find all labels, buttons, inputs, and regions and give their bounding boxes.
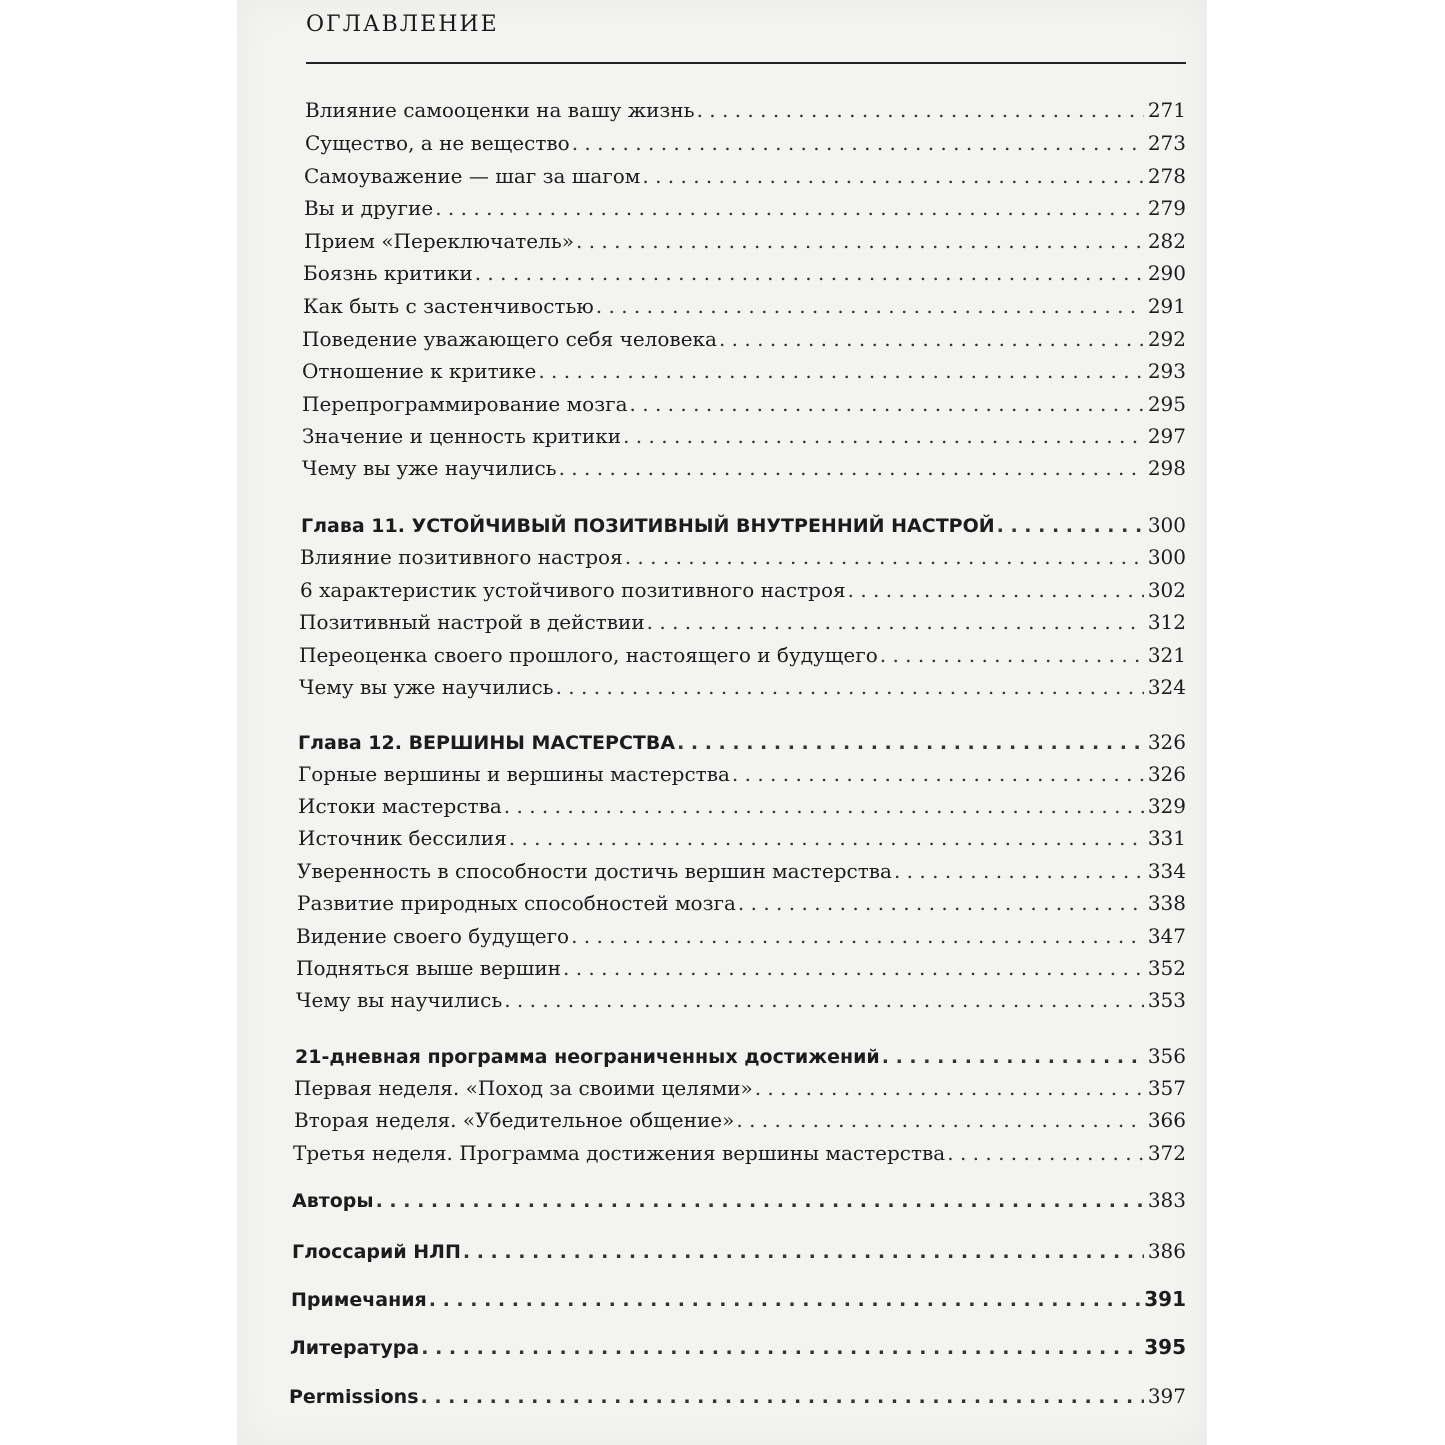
dot-leader (509, 826, 1144, 850)
toc-entry-page: 300 (1147, 545, 1186, 569)
toc-entry-page: 292 (1147, 327, 1186, 351)
dot-leader (894, 859, 1144, 883)
toc-entry (302, 359, 1186, 383)
toc-entry-title: Истоки мастерства (298, 794, 502, 818)
dot-leader (563, 956, 1144, 980)
dot-leader (571, 924, 1144, 948)
toc-entry-title: Третья неделя. Программа достижения вершины мастерства (293, 1141, 946, 1165)
dot-leader (997, 515, 1144, 537)
toc-entry (304, 229, 1186, 253)
dot-leader (625, 545, 1144, 569)
toc-chapter-title: 21-дневная программа неограниченных достижений (295, 1046, 880, 1068)
toc-chapter-title: Литература (290, 1337, 420, 1359)
toc-entry-title: Существо, а не вещество (305, 131, 570, 155)
dot-leader (538, 359, 1143, 383)
toc-entry (293, 1141, 1186, 1165)
toc-entry (294, 1108, 1186, 1132)
dot-leader (738, 891, 1144, 915)
toc-entry-title: Первая неделя. «Поход за своими целями» (294, 1076, 753, 1100)
toc-entry (305, 131, 1186, 155)
toc-entry-title: Развитие природных способностей мозга (297, 891, 736, 915)
toc-chapter-page: 300 (1147, 513, 1186, 537)
toc-entry-title: Уверенность в способности достичь вершин мастерства (297, 859, 892, 883)
dot-leader (576, 229, 1144, 253)
dot-leader (755, 1076, 1144, 1100)
toc-entry-page: 321 (1147, 643, 1186, 667)
dot-leader (556, 675, 1144, 699)
dot-leader (421, 1386, 1144, 1408)
toc-entry (299, 675, 1186, 699)
toc-entry-page: 293 (1147, 359, 1186, 383)
toc-entry-title: Переоценка своего прошлого, настоящего и будущего (299, 643, 878, 667)
dot-leader (880, 643, 1144, 667)
dot-leader (736, 1108, 1143, 1132)
toc-chapter-title: Глава 12. ВЕРШИНЫ МАСТЕРСТВА (298, 732, 676, 754)
toc-entry-page: 331 (1147, 826, 1186, 850)
toc-entry (297, 859, 1186, 883)
toc-entry-page: 334 (1147, 859, 1186, 883)
dot-leader (463, 1241, 1144, 1263)
toc-entry-page: 273 (1147, 131, 1186, 155)
toc-entry (304, 196, 1186, 220)
toc-entry-title: Прием «Переключатель» (304, 229, 574, 253)
toc-chapter-page: 391 (1144, 1287, 1186, 1311)
dot-leader (376, 1190, 1144, 1212)
dot-leader (429, 1289, 1141, 1311)
toc-entry-title: Поведение уважающего себя человека (302, 327, 717, 351)
toc-entry (302, 456, 1186, 480)
dot-leader (475, 261, 1144, 285)
toc-entry-title: Источник бессилия (298, 826, 507, 850)
toc-entry-page: 290 (1147, 261, 1186, 285)
toc-entry (296, 956, 1186, 980)
toc-entry (299, 643, 1186, 667)
toc-notes (291, 1287, 1186, 1311)
toc-chapter-page: 326 (1147, 730, 1186, 754)
toc-entry-title: Вторая неделя. «Убедительное общение» (294, 1108, 735, 1132)
dot-leader (596, 294, 1144, 318)
toc-entry-page: 352 (1147, 956, 1186, 980)
dot-leader (630, 392, 1144, 416)
dot-leader (697, 98, 1144, 122)
toc-program (295, 1044, 1186, 1068)
dot-leader (623, 424, 1144, 448)
toc-entry-page: 326 (1147, 762, 1186, 786)
toc-authors (292, 1188, 1186, 1212)
toc-entry (300, 545, 1186, 569)
toc-entry-page: 297 (1147, 424, 1186, 448)
toc-chapter-11 (301, 513, 1186, 537)
toc-chapter-12 (298, 730, 1186, 754)
dot-leader (677, 732, 1144, 754)
dot-leader (559, 456, 1144, 480)
toc-entry-title: Чему вы научились (296, 988, 503, 1012)
toc-entry-title: Позитивный настрой в действии (299, 610, 645, 634)
toc-entry (302, 392, 1186, 416)
toc-entry (303, 294, 1186, 318)
toc-entry-page: 357 (1147, 1076, 1186, 1100)
dot-leader (572, 131, 1144, 155)
toc-entry (302, 424, 1186, 448)
toc-entry-page: 291 (1147, 294, 1186, 318)
toc-entry-page: 295 (1147, 392, 1186, 416)
toc-chapter-page: 395 (1144, 1335, 1186, 1359)
toc-entry (298, 762, 1186, 786)
toc-entry-title: Горные вершины и вершины мастерства (298, 762, 730, 786)
toc-chapter-title: Авторы (292, 1190, 374, 1212)
toc-entry-title: Значение и ценность критики (302, 424, 622, 448)
toc-entry-page: 278 (1147, 164, 1186, 188)
toc-entry-page: 324 (1147, 675, 1186, 699)
toc-entry-page: 279 (1147, 196, 1186, 220)
toc-chapter-page: 397 (1147, 1384, 1186, 1408)
toc-entry (296, 988, 1186, 1012)
dot-leader (642, 164, 1143, 188)
toc-entry (305, 98, 1186, 122)
dot-leader (435, 196, 1144, 220)
dot-leader (504, 794, 1144, 818)
page-header-title: ОГЛАВЛЕНИЕ (306, 12, 499, 37)
toc-entry-page: 366 (1147, 1108, 1186, 1132)
toc-entry-page: 282 (1147, 229, 1186, 253)
toc-entry-title: Чему вы уже научились (299, 675, 554, 699)
toc-entry-title: Боязнь критики (303, 261, 473, 285)
toc-chapter-title: Примечания (291, 1289, 427, 1311)
toc-entry (300, 578, 1186, 602)
dot-leader (421, 1337, 1140, 1359)
toc-glossary (292, 1239, 1186, 1263)
toc-entry-page: 347 (1147, 924, 1186, 948)
toc-entry (304, 164, 1186, 188)
toc-entry-title: Перепрограммирование мозга (302, 392, 628, 416)
dot-leader (504, 988, 1144, 1012)
dot-leader (647, 610, 1144, 634)
toc-entry (297, 891, 1186, 915)
toc-entry (298, 826, 1186, 850)
toc-entry-title: Видение своего будущего (296, 924, 570, 948)
dot-leader (882, 1046, 1144, 1068)
toc-entry (298, 794, 1186, 818)
toc-entry-title: Чему вы уже научились (302, 456, 557, 480)
toc-chapter-page: 386 (1147, 1239, 1186, 1263)
dot-leader (719, 327, 1144, 351)
toc-literature (290, 1335, 1186, 1359)
toc-entry-page: 312 (1147, 610, 1186, 634)
toc-entry-title: 6 характеристик устойчивого позитивного настроя (300, 578, 846, 602)
toc-chapter-page: 383 (1147, 1188, 1186, 1212)
toc-entry-title: Отношение к критике (302, 359, 537, 383)
toc-permissions (289, 1384, 1186, 1408)
toc-entry-title: Подняться выше вершин (296, 956, 561, 980)
toc-entry-title: Самоуважение — шаг за шагом (304, 164, 641, 188)
toc-chapter-title: Permissions (289, 1386, 419, 1408)
toc-entry-page: 271 (1147, 98, 1186, 122)
toc-entry-page: 338 (1147, 891, 1186, 915)
dot-leader (732, 762, 1144, 786)
toc-chapter-page: 356 (1147, 1044, 1186, 1068)
toc-entry-page: 329 (1147, 794, 1186, 818)
toc-chapter-title: Глоссарий НЛП (292, 1241, 461, 1263)
toc-entry-title: Вы и другие (304, 196, 434, 220)
toc-entry-page: 353 (1147, 988, 1186, 1012)
dot-leader (947, 1141, 1144, 1165)
toc-entry (294, 1076, 1186, 1100)
toc-entry-page: 298 (1147, 456, 1186, 480)
toc-entry (296, 924, 1186, 948)
toc-chapter-title: Глава 11. УСТОЙЧИВЫЙ ПОЗИТИВНЫЙ ВНУТРЕННИЙ НАСТРОЙ (301, 515, 995, 537)
toc-entry-title: Влияние позитивного настроя (300, 545, 623, 569)
dot-leader (848, 578, 1144, 602)
toc-entry (299, 610, 1186, 634)
toc-entry (303, 261, 1186, 285)
toc-entry-title: Влияние самооценки на вашу жизнь (305, 98, 695, 122)
toc-entry-page: 302 (1147, 578, 1186, 602)
toc-entry-title: Как быть с застенчивостью (303, 294, 594, 318)
toc-entry-page: 372 (1147, 1141, 1186, 1165)
toc-entry (302, 327, 1186, 351)
